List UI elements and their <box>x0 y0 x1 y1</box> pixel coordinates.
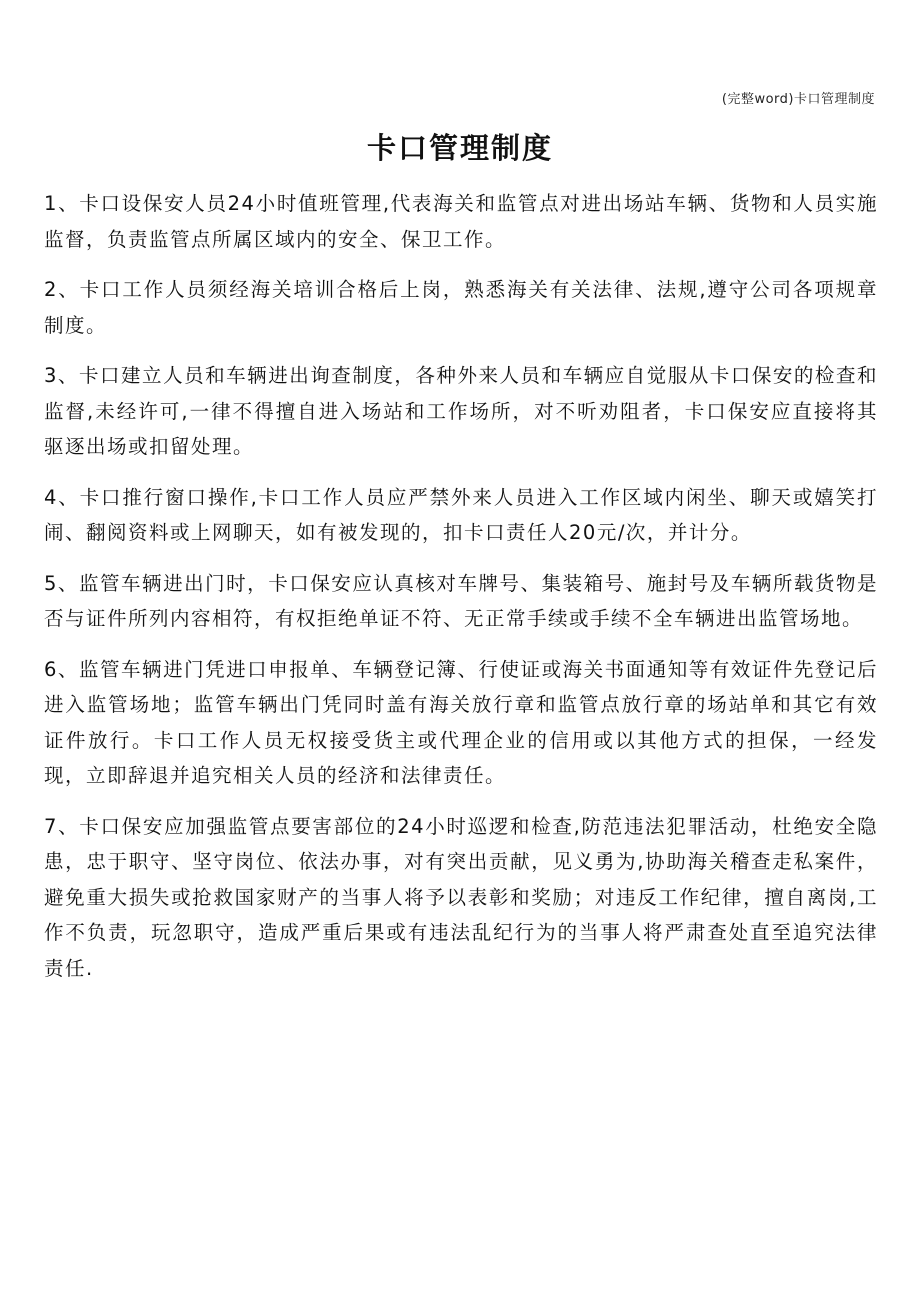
paragraph-1: 1、卡口设保安人员24小时值班管理,代表海关和监管点对进出场站车辆、货物和人员实施监督，负责监管点所属区域内的安全、保卫工作。 <box>44 192 878 251</box>
paragraph-5: 5、监管车辆进出门时，卡口保安应认真核对车牌号、集装箱号、施封号及车辆所载货物是否与证件所列内容相符，有权拒绝单证不符、无正常手续或手续不全车辆进出监管场地。 <box>44 571 878 630</box>
document-title: 卡口管理制度 <box>366 131 553 165</box>
paragraph-6: 6、监管车辆进门凭进口申报单、车辆登记簿、行使证或海关书面通知等有效证件先登记后进入监管场地；监管车辆出门凭同时盖有海关放行章和监管点放行章的场站单和其它有效证件放行。卡口工作人员无权接受货主或代理企业的信用或以其他方式的担保，一经发现，立即辞退并追究相关人员的经济和法律责任。 <box>44 657 878 787</box>
document-body <box>44 186 878 1001</box>
paragraph-2: 2、卡口工作人员须经海关培训合格后上岗，熟悉海关有关法律、法规,遵守公司各项规章制度。 <box>44 278 878 337</box>
paragraph-3: 3、卡口建立人员和车辆进出询查制度，各种外来人员和车辆应自觉服从卡口保安的检查和监督,未经许可,一律不得擅自进入场站和工作场所，对不听劝阻者，卡口保安应直接将其驱逐出场或扣留处理。 <box>44 364 878 458</box>
paragraph-4: 4、卡口推行窗口操作,卡口工作人员应严禁外来人员进入工作区域内闲坐、聊天或嬉笑打闹、翻阅资料或上网聊天，如有被发现的，扣卡口责任人20元/次，并计分。 <box>44 485 878 544</box>
paragraph-7: 7、卡口保安应加强监管点要害部位的24小时巡逻和检查,防范违法犯罪活动，杜绝安全隐患，忠于职守、坚守岗位、依法办事，对有突出贡献，见义勇为,协助海关稽查走私案件，避免重大损失或抢救国家财产的当事人将予以表彰和奖励；对违反工作纪律，擅自离岗,工作不负责，玩忽职守，造成严重后果或有违法乱纪行为的当事人将严肃查处直至追究法律责任. <box>44 814 878 980</box>
page-header: (完整word)卡口管理制度 <box>721 92 875 107</box>
